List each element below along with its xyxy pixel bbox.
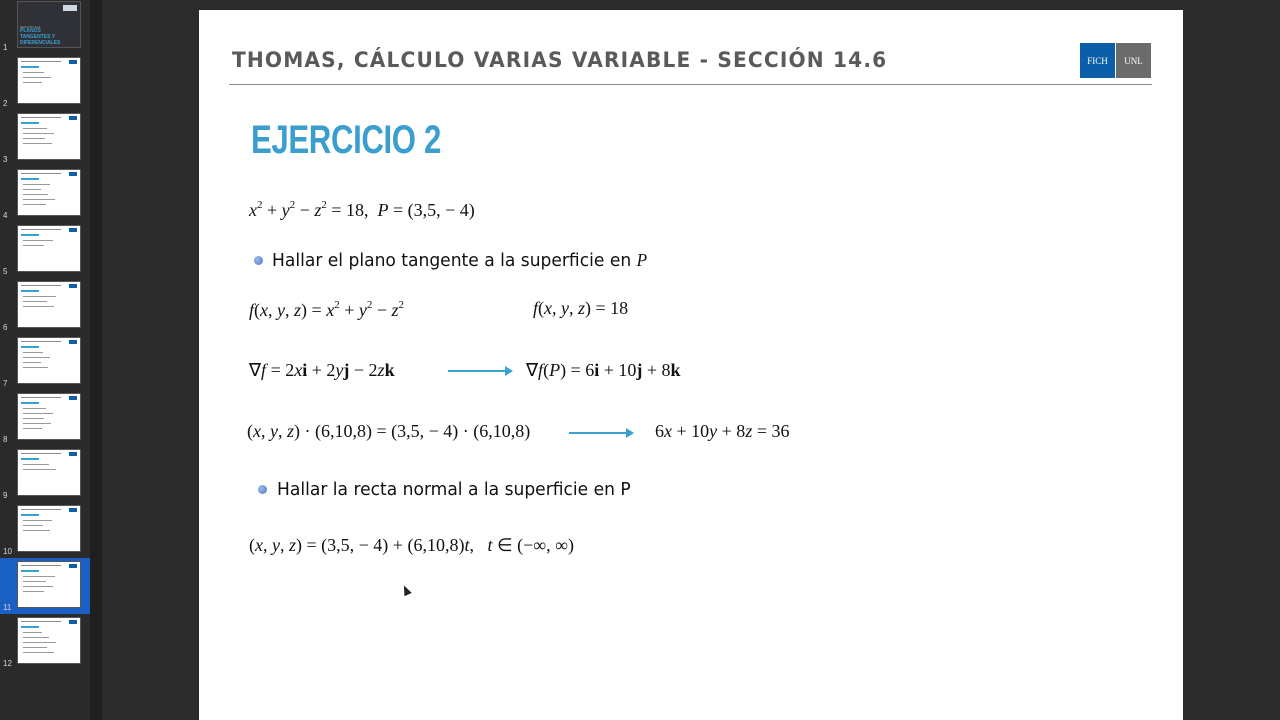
thumbnail-text-line bbox=[23, 586, 53, 587]
equation-surface: $x^2 + y^2 - z^2 = 18$, P = (3,5, − 4) bbox=[249, 199, 475, 220]
equation-level: f(x, y, z) = 18 bbox=[533, 298, 629, 318]
thumbnail-mark bbox=[69, 340, 77, 344]
thumbnail-text-line bbox=[23, 204, 46, 205]
bullet-icon bbox=[254, 256, 263, 265]
thumbnail-text-line bbox=[23, 642, 56, 643]
thumbnail-text-line bbox=[23, 189, 41, 190]
slide-thumbnail-6[interactable] bbox=[0, 278, 90, 334]
slide-number: 9 bbox=[3, 491, 8, 500]
thumbnail-text-line bbox=[23, 418, 44, 419]
thumbnail-text-line bbox=[23, 133, 54, 134]
slide-number: 12 bbox=[3, 659, 12, 668]
thumbnail-mark bbox=[21, 122, 39, 124]
thumbnail-mark bbox=[21, 453, 61, 454]
slide-thumbnail-preview bbox=[17, 449, 81, 496]
thumbnail-text-line bbox=[23, 428, 42, 429]
thumbnail-text-line bbox=[23, 362, 41, 363]
slide-thumbnail-7[interactable] bbox=[0, 334, 90, 390]
thumbnail-mark bbox=[21, 234, 39, 236]
exercise-title: EJERCICIO 2 bbox=[251, 118, 441, 162]
slide-number: 8 bbox=[3, 435, 8, 444]
slide-thumbnail-2[interactable] bbox=[0, 54, 90, 110]
thumbnail-text-line bbox=[23, 296, 56, 297]
thumbnail-mark bbox=[21, 229, 61, 230]
thumbnail-mark bbox=[69, 564, 77, 568]
thumbnail-text-line bbox=[23, 367, 48, 368]
thumbnail-text-line bbox=[23, 469, 56, 470]
thumbnail-text-line bbox=[23, 245, 44, 246]
bullet-icon bbox=[258, 485, 267, 494]
thumbnail-text-line bbox=[23, 530, 50, 531]
thumbnail-mark bbox=[21, 285, 61, 286]
thumbnail-mark bbox=[69, 452, 77, 456]
thumbnail-mark bbox=[21, 458, 39, 460]
bullet-tangent-plane-text: Hallar el plano tangente a la superficie en bbox=[272, 250, 632, 271]
slide-thumbnail-preview bbox=[17, 1, 81, 48]
panel-divider[interactable] bbox=[90, 0, 102, 720]
thumbnail-text-line bbox=[23, 199, 55, 200]
thumbnail-text-line bbox=[23, 301, 47, 302]
arrow-icon bbox=[448, 370, 511, 372]
thumbnail-text-line bbox=[23, 138, 45, 139]
thumbnail-mark bbox=[21, 61, 61, 62]
slide-number: 1 bbox=[3, 43, 8, 52]
fich-logo: FICH bbox=[1080, 43, 1115, 78]
thumbnail-text-line bbox=[23, 72, 44, 73]
equation-dot-product: (x, y, z) · (6,10,8) = (3,5, − 4) · (6,10,8) bbox=[247, 421, 531, 441]
thumbnail-text-line bbox=[23, 77, 51, 78]
slide-thumbnail-preview bbox=[17, 57, 81, 104]
thumbnail-text-line bbox=[23, 632, 42, 633]
thumbnail-mark bbox=[21, 117, 61, 118]
bullet-normal-line: Hallar la recta normal a la superficie en P bbox=[277, 479, 631, 500]
thumbnail-mark bbox=[21, 66, 39, 68]
thumbnail-mark bbox=[21, 621, 61, 622]
thumbnail-text-line bbox=[23, 306, 54, 307]
slide-header: THOMAS, CÁLCULO VARIAS VARIABLE - SECCIÓN 14.6 bbox=[232, 48, 888, 72]
thumbnail-mark bbox=[69, 620, 77, 624]
thumbnail-text-line bbox=[23, 637, 49, 638]
thumbnail-text-line bbox=[23, 143, 52, 144]
unl-logo: UNL bbox=[1116, 43, 1151, 78]
thumbnail-logo bbox=[63, 5, 77, 11]
thumbnail-mark bbox=[69, 284, 77, 288]
slide-thumbnail-panel bbox=[0, 0, 90, 720]
slide-number: 7 bbox=[3, 379, 8, 388]
thumbnail-mark bbox=[69, 508, 77, 512]
slide-thumbnail-8[interactable] bbox=[0, 390, 90, 446]
thumbnail-mark bbox=[21, 346, 39, 348]
thumbnail-title: PLANOS TANGENTES Y DIFERENCIALES bbox=[20, 28, 61, 46]
equation-function: f(x, y, $z) = x^2 + y^2 - z^2$ bbox=[249, 299, 405, 320]
equation-gradient-at-p: ∇f(P) = 6i + 10j + 8k bbox=[526, 360, 681, 380]
slide-thumbnail-preview bbox=[17, 505, 81, 552]
slide-number: 2 bbox=[3, 99, 8, 108]
slide-thumbnail-preview bbox=[17, 281, 81, 328]
slide-number: 6 bbox=[3, 323, 8, 332]
header-divider bbox=[229, 84, 1152, 85]
thumbnail-mark bbox=[21, 402, 39, 404]
thumbnail-text-line bbox=[23, 352, 43, 353]
thumbnail-mark bbox=[69, 172, 77, 176]
thumbnail-text-line bbox=[23, 525, 43, 526]
thumbnail-mark bbox=[69, 60, 77, 64]
slide-canvas bbox=[199, 10, 1183, 720]
thumbnail-text-line bbox=[23, 652, 54, 653]
thumbnail-mark bbox=[21, 341, 61, 342]
slide-thumbnail-preview bbox=[17, 393, 81, 440]
thumbnail-text-line bbox=[23, 591, 44, 592]
slide-thumbnail-11[interactable] bbox=[0, 558, 90, 614]
thumbnail-mark bbox=[21, 178, 39, 180]
slide-number: 11 bbox=[3, 603, 12, 612]
thumbnail-text-line bbox=[23, 194, 48, 195]
thumbnail-mark bbox=[69, 228, 77, 232]
thumbnail-mark bbox=[21, 514, 39, 516]
thumbnail-mark bbox=[21, 626, 39, 628]
slide-thumbnail-10[interactable] bbox=[0, 502, 90, 558]
slide-thumbnail-preview bbox=[17, 225, 81, 272]
thumbnail-mark bbox=[21, 173, 61, 174]
arrow-icon bbox=[569, 432, 632, 434]
slide-thumbnail-12[interactable] bbox=[0, 614, 90, 670]
slide-number: 5 bbox=[3, 267, 8, 276]
thumbnail-mark bbox=[69, 396, 77, 400]
bullet-tangent-plane bbox=[272, 250, 647, 271]
thumbnail-mark bbox=[21, 570, 39, 572]
equation-tangent-plane: 6x + 10y + 8z = 36 bbox=[655, 421, 790, 441]
equation-normal-line: (x, y, z) = (3,5, − 4) + (6,10,8)t, t ∈ (−∞, ∞) bbox=[249, 535, 574, 555]
thumbnail-mark bbox=[21, 509, 61, 510]
thumbnail-text-line bbox=[23, 647, 47, 648]
slide-number: 10 bbox=[3, 547, 12, 556]
slide-thumbnail-4[interactable] bbox=[0, 166, 90, 222]
thumbnail-mark bbox=[21, 290, 39, 292]
thumbnail-text-line bbox=[23, 464, 49, 465]
thumbnail-text-line bbox=[23, 413, 53, 414]
thumbnail-mark bbox=[69, 116, 77, 120]
slide-thumbnail-1[interactable] bbox=[0, 0, 90, 54]
thumbnail-text-line bbox=[23, 357, 50, 358]
slide-thumbnail-3[interactable] bbox=[0, 110, 90, 166]
slide-thumbnail-preview bbox=[17, 617, 81, 664]
thumbnail-text-line bbox=[23, 576, 55, 577]
point-variable: P bbox=[636, 250, 648, 270]
thumbnail-text-line bbox=[23, 82, 42, 83]
thumbnail-text-line bbox=[23, 423, 51, 424]
slide-thumbnail-preview bbox=[17, 169, 81, 216]
slide-thumbnail-preview bbox=[17, 561, 81, 608]
equation-gradient: ∇f = 2xi + 2yj − 2zk bbox=[249, 360, 395, 380]
slide-thumbnail-5[interactable] bbox=[0, 222, 90, 278]
slide-thumbnail-preview bbox=[17, 113, 81, 160]
thumbnail-text-line bbox=[23, 240, 53, 241]
thumbnail-text-line bbox=[23, 581, 46, 582]
thumbnail-text-line bbox=[23, 408, 46, 409]
slide-number: 4 bbox=[3, 211, 8, 220]
thumbnail-text-line bbox=[23, 184, 50, 185]
thumbnail-text-line bbox=[23, 520, 52, 521]
thumbnail-text-line bbox=[23, 128, 47, 129]
thumbnail-subtitle: SECCIÓN 14.6 bbox=[20, 25, 41, 29]
slide-thumbnail-preview bbox=[17, 337, 81, 384]
thumbnail-mark bbox=[21, 397, 61, 398]
slide-number: 3 bbox=[3, 155, 8, 164]
thumbnail-mark bbox=[21, 565, 61, 566]
slide-thumbnail-9[interactable] bbox=[0, 446, 90, 502]
